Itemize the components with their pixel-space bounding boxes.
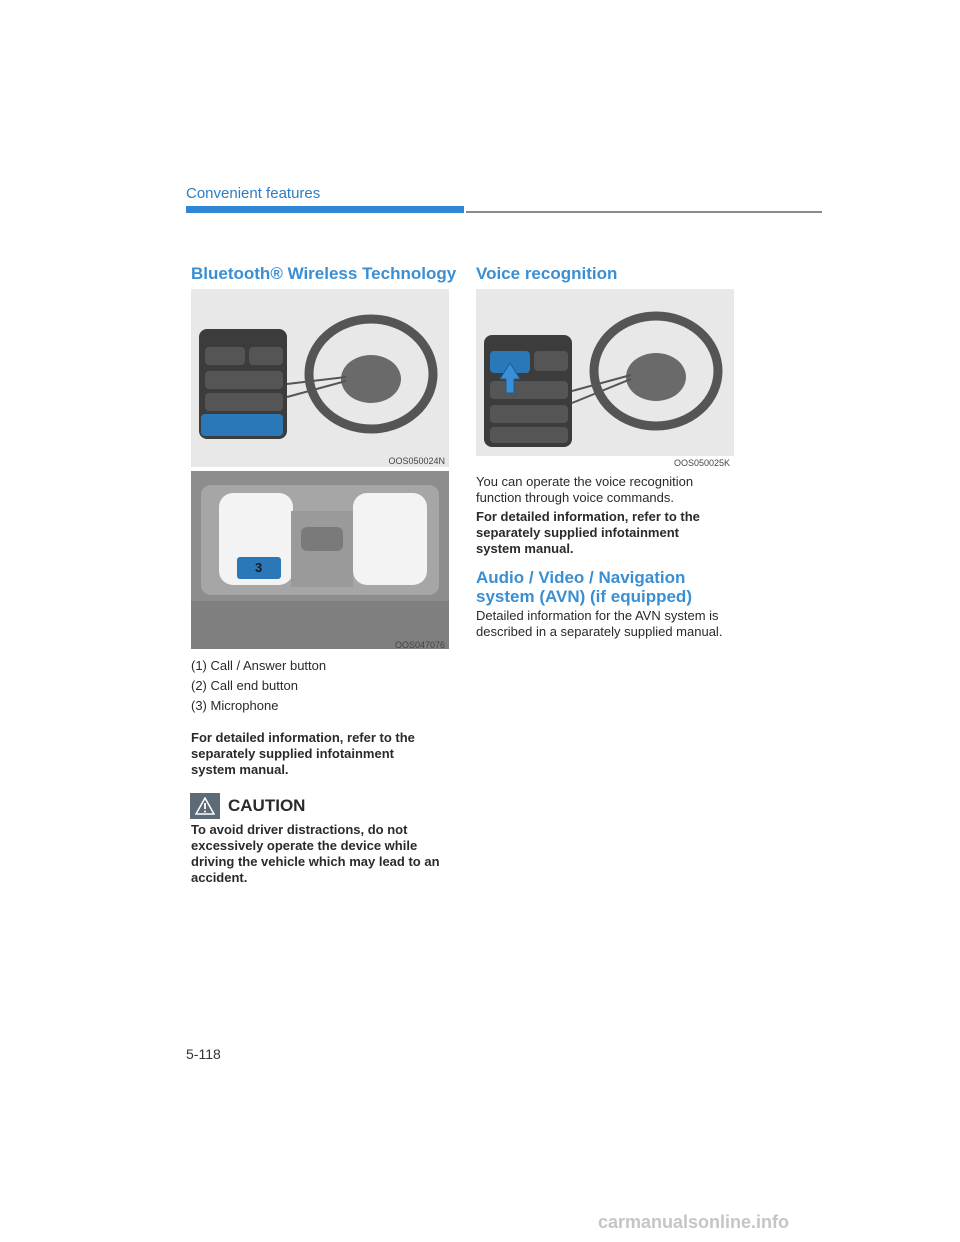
voice-recognition-paragraph: You can operate the voice recognition function through voice commands.	[476, 474, 694, 505]
overhead-microphone-figure	[191, 471, 449, 649]
infotainment-note: For detailed information, refer to the separately supplied infotainment system manual.	[191, 730, 415, 777]
caution-text: To avoid driver distractions, do not excessively operate the device while driving the vehicle which may lead to an accident.	[191, 822, 440, 885]
avn-paragraph: Detailed information for the AVN system is described in a separately supplied manual.	[476, 608, 723, 639]
section-title: Convenient features	[186, 185, 321, 202]
voice-recognition-heading: Voice recognition	[476, 264, 618, 283]
overhead-console-illustration	[191, 471, 449, 649]
list-item: (2) Call end button	[191, 678, 298, 693]
button-legend-list	[191, 656, 451, 716]
figure-caption: OOS047076	[394, 640, 445, 650]
caution-title: CAUTION	[228, 796, 306, 815]
caution-header	[190, 793, 305, 819]
avn-heading: Audio / Video / Navigation system (AVN) (if equipped)	[476, 568, 692, 606]
warning-icon	[190, 793, 220, 819]
microphone-marker: 3	[255, 560, 263, 575]
list-item: (1) Call / Answer button	[191, 658, 327, 673]
bluetooth-heading: Bluetooth® Wireless Technology	[191, 264, 457, 283]
steering-wheel-bluetooth-figure	[191, 289, 449, 467]
steering-wheel-voice-illustration	[476, 289, 734, 456]
header-bar-accent	[186, 206, 464, 213]
steering-wheel-voice-figure	[476, 289, 734, 456]
figure-caption: OOS050025K	[673, 458, 730, 468]
steering-wheel-illustration	[191, 289, 449, 467]
infotainment-note: For detailed information, refer to the separately supplied infotainment system manual.	[476, 509, 700, 556]
list-item: (3) Microphone	[191, 698, 279, 713]
figure-caption: OOS050024N	[388, 456, 445, 466]
watermark: carmanualsonline.info	[598, 1212, 790, 1232]
page-number: 5-118	[186, 1046, 221, 1062]
header-bar-rule	[466, 211, 822, 213]
